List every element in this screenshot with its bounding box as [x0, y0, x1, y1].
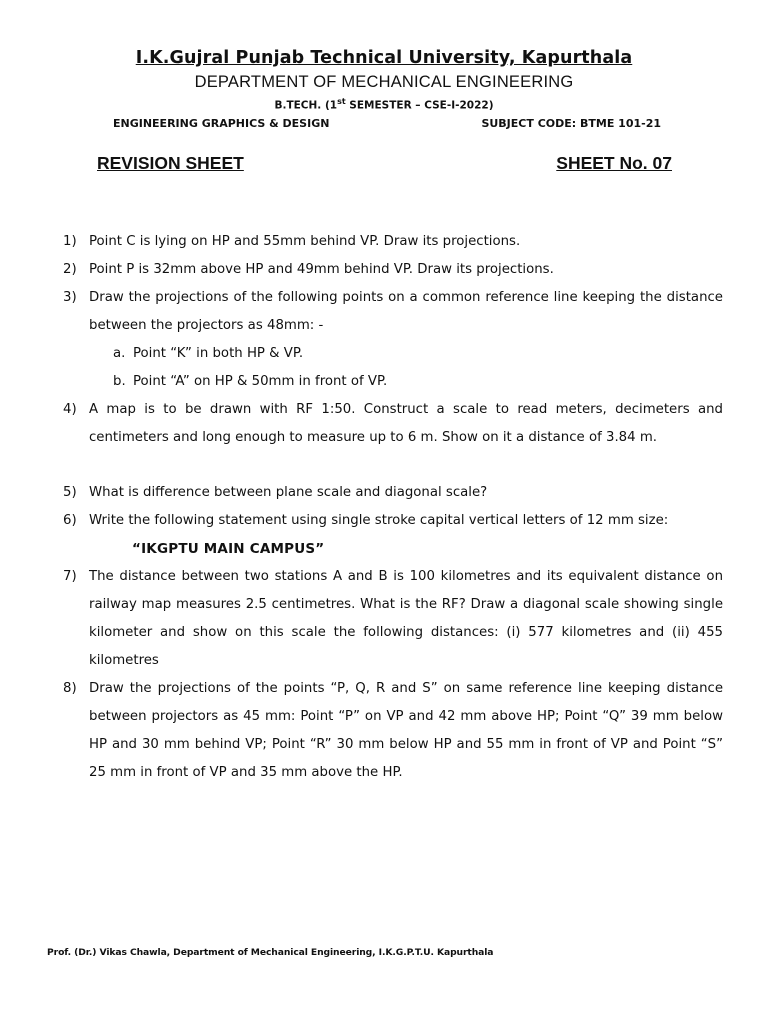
- question-text: A map is to be drawn with RF 1:50. Construct a scale to read meters, decimeters and centimeters and long enough to measure up to 6 m. Show on it a distance of 3.84 m.: [89, 402, 723, 445]
- department-name: DEPARTMENT OF MECHANICAL ENGINEERING: [194, 73, 574, 91]
- semester-line: [0, 97, 768, 112]
- sheet-title: REVISION SHEET: [97, 153, 244, 173]
- sheet-heading-row: [97, 153, 672, 174]
- question-item: [63, 675, 723, 787]
- question-text: Point C is lying on HP and 55mm behind VP. Draw its projections.: [89, 234, 521, 249]
- section-spacer: [63, 452, 723, 479]
- question-list: [63, 228, 723, 787]
- question-number: 4): [63, 402, 77, 417]
- question-text: Draw the projections of the following points on a common reference line keeping the distance between the projectors as 48mm: -: [89, 290, 723, 333]
- question-number: 7): [63, 569, 77, 584]
- sheet-number: SHEET No. 07: [556, 153, 672, 173]
- semester-prefix: B.TECH. (1: [274, 99, 338, 112]
- question-number: 8): [63, 681, 77, 696]
- question-item: [63, 563, 723, 675]
- course-name: ENGINEERING GRAPHICS & DESIGN: [113, 117, 330, 130]
- footer-author: Prof. (Dr.) Vikas Chawla, Department of Mechanical Engineering, I.K.G.P.T.U. Kapurthala: [47, 947, 494, 958]
- university-title: I.K.Gujral Punjab Technical University, Kapurthala: [135, 48, 633, 68]
- question-item: [63, 228, 723, 256]
- question-number: 3): [63, 290, 77, 305]
- question-text: Write the following statement using single stroke capital vertical letters of 12 mm size:: [89, 513, 669, 528]
- sub-question-item: [113, 368, 723, 396]
- question-text: The distance between two stations A and B is 100 kilometres and its equivalent distance on railway map measures 2.5 centimetres. What is the RF? Draw a diagonal scale showing single kilometer and show on this scale the following distances: (i) 577 kilometres and (ii) 455 kilometres: [89, 569, 723, 668]
- question-item: [63, 256, 723, 284]
- capital-letters-statement: “IKGPTU MAIN CAMPUS”: [132, 541, 325, 557]
- question-item: [63, 507, 723, 535]
- question-text: Point P is 32mm above HP and 49mm behind VP. Draw its projections.: [89, 262, 554, 277]
- question-number: 2): [63, 262, 77, 277]
- question-text: What is difference between plane scale and diagonal scale?: [89, 485, 488, 500]
- question-number: 1): [63, 234, 77, 249]
- question-item: [63, 479, 723, 507]
- sub-question-letter: b.: [113, 374, 126, 389]
- sub-question-item: [113, 340, 723, 368]
- question-number: 6): [63, 513, 77, 528]
- question-number: 5): [63, 485, 77, 500]
- question-item: [63, 284, 723, 340]
- sub-question-text: Point “K” in both HP & VP.: [133, 346, 304, 361]
- course-row: [113, 117, 661, 130]
- semester-superscript: st: [337, 97, 346, 106]
- semester-suffix: SEMESTER – CSE-I-2022): [345, 99, 494, 112]
- sub-question-text: Point “A” on HP & 50mm in front of VP.: [133, 374, 388, 389]
- sub-question-letter: a.: [113, 346, 126, 361]
- question-item: [63, 396, 723, 452]
- subject-code: SUBJECT CODE: BTME 101-21: [481, 117, 661, 130]
- question-text: Draw the projections of the points “P, Q, R and S” on same reference line keeping distance between projectors as 45 mm: Point “P” on VP and 42 mm above HP; Point “Q” 39 mm below HP and 30 mm behind VP; Point “R” 30 mm below HP and 55 mm in front of VP and Point “S” 25 mm in front of VP and 35 mm above the HP.: [89, 681, 723, 780]
